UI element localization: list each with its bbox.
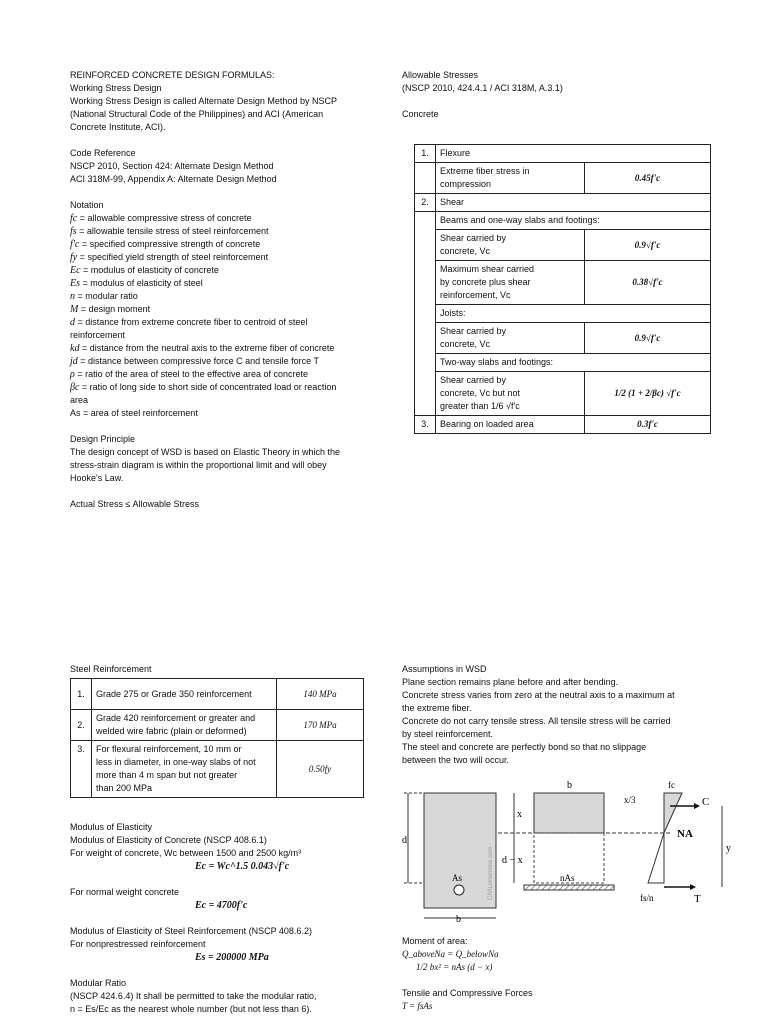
assumption-line: Concrete do not carry tensile stress. All tensile stress will be carried	[402, 716, 671, 726]
label-c: C	[702, 796, 710, 808]
table-row	[415, 194, 711, 212]
row-subheading: Joists:	[436, 305, 711, 323]
moment-equation-1: Q_aboveNa = Q_belowNa	[402, 949, 499, 959]
row-value: 170 MPa	[277, 710, 364, 741]
tension-stress-line	[648, 833, 664, 883]
modular-ratio-equation: n = Es/Ec as the nearest whole number (but not less than 6).	[70, 1004, 312, 1014]
principle-line: The design concept of WSD is based on Elastic Theory in which the	[70, 447, 340, 457]
notation-item: βc = ratio of long side to short side of concentrated load or reaction	[70, 382, 337, 393]
assumption-line: Plane section remains plane before and after bending.	[402, 677, 619, 687]
row-value: 140 MPa	[277, 679, 364, 710]
table-row	[415, 372, 711, 416]
allowable-reference: (NSCP 2010, 424.4.1 / ACI 318M, A.3.1)	[402, 83, 563, 93]
row-text: Grade 420 reinforcement or greater and welded wire fabric (plain or deformed)	[92, 710, 277, 741]
row-text: Shear carried by concrete, Vc but not greater than 1/6 √f'c	[436, 372, 585, 416]
table-row	[71, 741, 364, 798]
concrete-label: Concrete	[402, 109, 439, 119]
label-x: x	[517, 809, 522, 820]
assumption-line: between the two will occur.	[402, 755, 510, 765]
label-as: As	[452, 873, 463, 883]
code-ref-line: NSCP 2010, Section 424: Alternate Design Method	[70, 161, 274, 171]
row-text: Maximum shear carried by concrete plus shear reinforcement, Vc	[436, 261, 585, 305]
code-ref-heading: Code Reference	[70, 148, 136, 158]
intro-line: (National Structural Code of the Philippines) and ACI (American	[70, 109, 324, 119]
doc-title: REINFORCED CONCRETE DESIGN FORMULAS:	[70, 70, 275, 80]
label-na: NA	[677, 828, 693, 840]
row-label: Shear	[436, 194, 711, 212]
moment-forces-block	[402, 935, 533, 1013]
normal-weight-label: For normal weight concrete	[70, 887, 180, 897]
forces-equation: T = fsAs	[402, 1001, 433, 1011]
row-text: Extreme fiber stress in compression	[436, 163, 585, 194]
equation-ec-normal: Ec = 4700f'c	[195, 900, 248, 911]
forces-heading: Tensile and Compressive Forces	[402, 988, 533, 998]
label-fs-over-n: fs/n	[640, 893, 654, 903]
left-top-block	[70, 69, 340, 511]
table-row	[415, 323, 711, 354]
notation-item: M = design moment	[70, 304, 151, 315]
wsd-stress-diagram	[402, 775, 742, 925]
assumption-line: the extreme fiber.	[402, 703, 472, 713]
notation-item: jd = distance between compressive force C and tensile force T	[70, 356, 319, 367]
notation-heading: Notation	[70, 200, 104, 210]
label-nas: nAs	[560, 873, 575, 883]
row-subheading: Two-way slabs and footings:	[436, 354, 711, 372]
notation-item: fc = allowable compressive stress of concrete	[70, 213, 252, 224]
row-number: 2.	[71, 710, 92, 741]
modulus-block	[70, 821, 316, 1016]
table-row	[415, 261, 711, 305]
label-b-bottom: b	[456, 914, 461, 925]
row-value: 1/2 (1 + 2/βc) √f'c	[585, 372, 711, 416]
assumption-line: by steel reinforcement.	[402, 729, 494, 739]
moment-heading: Moment of area:	[402, 936, 468, 946]
assumptions-block	[402, 663, 675, 767]
assumption-line: Concrete stress varies from zero at the neutral axis to a maximum at	[402, 690, 675, 700]
assumptions-heading: Assumptions in WSD	[402, 664, 487, 674]
concrete-allowable-table	[414, 144, 711, 434]
label-x-over-3: x/3	[624, 795, 636, 805]
steel-bar-icon	[454, 885, 464, 895]
equation-es: Es = 200000 MPa	[195, 952, 269, 963]
row-value: 0.9√f'c	[585, 323, 711, 354]
notation-list	[70, 212, 340, 420]
compression-stress-block	[664, 793, 682, 833]
table-row	[415, 163, 711, 194]
row-text: For flexural reinforcement, 10 mm or less in diameter, in one-way slabs of not more than 4 m span but not greater than 200 MPa	[92, 741, 277, 798]
row-number: 3.	[71, 741, 92, 798]
notation-item: f'c = specified compressive strength of concrete	[70, 239, 261, 250]
modulus-weight-range: For weight of concrete, Wc between 1500 and 2500 kg/m³	[70, 848, 302, 858]
principle-line: stress-strain diagram is within the proportional limit and will obey	[70, 460, 327, 470]
row-label: Flexure	[436, 145, 711, 163]
intro-line: Concrete Institute, ACI).	[70, 122, 166, 132]
modulus-steel: Modulus of Elasticity of Steel Reinforcement (NSCP 408.6.2)	[70, 926, 312, 936]
allowable-heading: Allowable Stresses	[402, 70, 479, 80]
doc-subtitle: Working Stress Design	[70, 83, 162, 93]
row-label: Bearing on loaded area	[436, 416, 585, 434]
steel-heading: Steel Reinforcement	[70, 664, 152, 674]
right-top-block	[402, 69, 563, 121]
row-text: Grade 275 or Grade 350 reinforcement	[92, 679, 277, 710]
modulus-heading: Modulus of Elasticity	[70, 822, 153, 832]
intro-line: Working Stress Design is called Alternate Design Method by NSCP	[70, 96, 337, 106]
notation-item: fy = specified yield strength of steel reinforcement	[70, 252, 269, 263]
row-number: 1.	[415, 145, 436, 163]
row-number: 1.	[71, 679, 92, 710]
table-row	[71, 710, 364, 741]
notation-item: n = modular ratio	[70, 291, 138, 302]
modular-ratio-text: (NSCP 424.6.4) It shall be permitted to take the modular ratio,	[70, 991, 317, 1001]
table-row	[415, 212, 711, 230]
steel-allowable-table	[70, 678, 364, 798]
row-value: 0.9√f'c	[585, 230, 711, 261]
notation-item: reinforcement	[70, 330, 126, 340]
row-text: Shear carried by concrete, Vc	[436, 230, 585, 261]
label-d-minus-x: d − x	[502, 855, 523, 866]
table-row	[71, 679, 364, 710]
label-y: y	[726, 843, 731, 854]
row-number: 2.	[415, 194, 436, 212]
row-value: 0.50fy	[277, 741, 364, 798]
row-value: 0.45f'c	[585, 163, 711, 194]
notation-item: ρ = ratio of the area of steel to the effective area of concrete	[70, 369, 309, 380]
principle-heading: Design Principle	[70, 434, 136, 444]
watermark: CIVILreference.com	[488, 846, 494, 900]
label-d: d	[402, 835, 407, 846]
transformed-compression-area	[534, 793, 604, 833]
row-value: 0.3f'c	[585, 416, 711, 434]
label-fc: fc	[668, 780, 675, 790]
notation-item: fs = allowable tensile stress of steel reinforcement	[70, 226, 269, 237]
notation-item: Ec = modulus of elasticity of concrete	[70, 265, 219, 276]
table-row	[415, 145, 711, 163]
moment-equation-2: 1/2 bx² = nAs (d − x)	[416, 962, 493, 972]
notation-item: As = area of steel reinforcement	[70, 408, 198, 418]
modular-ratio-heading: Modular Ratio	[70, 978, 127, 988]
table-row	[415, 305, 711, 323]
notation-item: d = distance from extreme concrete fiber to centroid of steel	[70, 317, 308, 328]
row-text: Shear carried by concrete, Vc	[436, 323, 585, 354]
notation-item: kd = distance from the neutral axis to the extreme fiber of concrete	[70, 343, 335, 354]
notation-item: area	[70, 395, 89, 405]
transformed-steel-area	[524, 885, 614, 890]
row-value: 0.38√f'c	[585, 261, 711, 305]
notation-item: Es = modulus of elasticity of steel	[70, 278, 203, 289]
row-subheading: Beams and one-way slabs and footings:	[436, 212, 711, 230]
nonprestressed-label: For nonprestressed reinforcement	[70, 939, 206, 949]
row-number: 3.	[415, 416, 436, 434]
table-row	[415, 416, 711, 434]
modulus-concrete: Modulus of Elasticity of Concrete (NSCP 408.6.1)	[70, 835, 267, 845]
equation-ec: Ec = Wc^1.5 0.043√f'c	[195, 861, 290, 872]
label-t: T	[694, 893, 701, 905]
label-b-top: b	[567, 780, 572, 791]
actual-stress-rule: Actual Stress ≤ Allowable Stress	[70, 499, 199, 509]
assumption-line: The steel and concrete are perfectly bond so that no slippage	[402, 742, 647, 752]
principle-line: Hooke's Law.	[70, 473, 124, 483]
table-row	[415, 230, 711, 261]
code-ref-line: ACI 318M-99, Appendix A: Alternate Design Method	[70, 174, 277, 184]
table-row	[415, 354, 711, 372]
steel-heading-block	[70, 663, 152, 676]
